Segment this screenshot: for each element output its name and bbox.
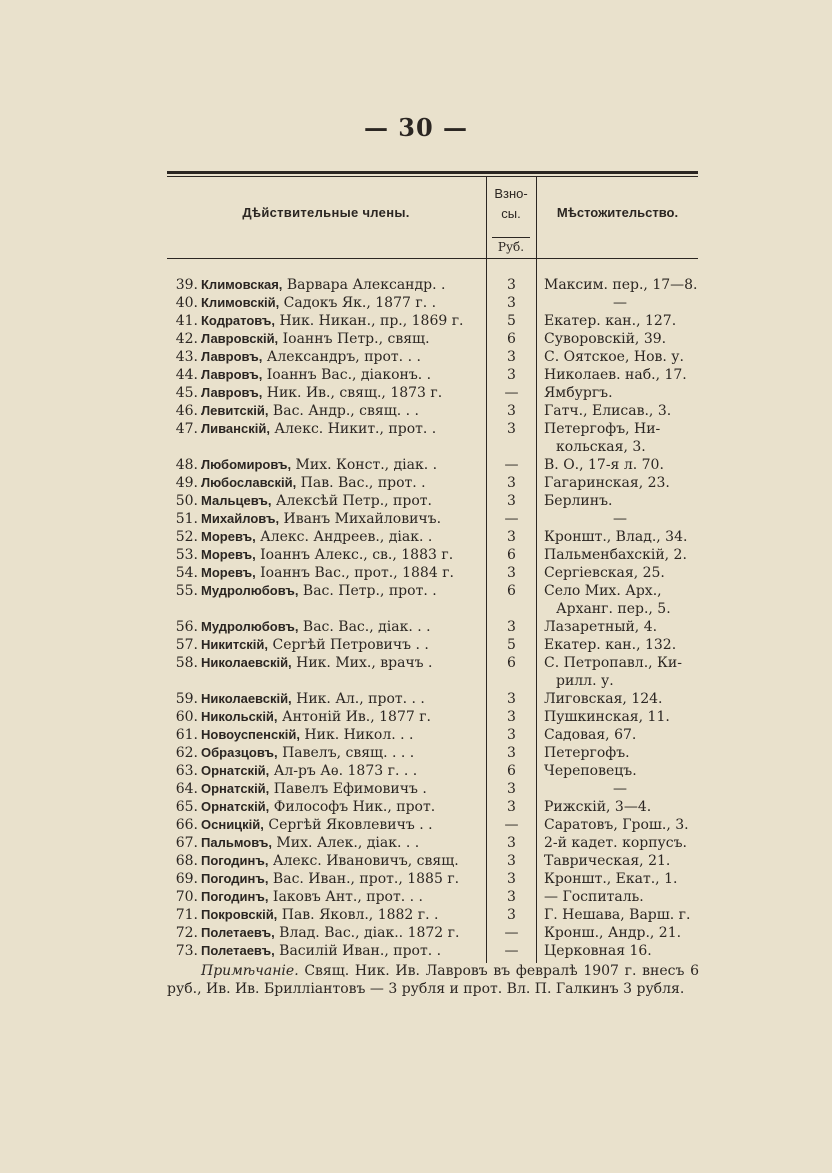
- row-number: 59.: [175, 691, 198, 707]
- member-name: [201, 528, 487, 546]
- member-residence: Садовая, 67.: [544, 727, 637, 743]
- member-surname: Орнатскій,: [201, 781, 270, 796]
- member-dues: 3: [507, 889, 516, 905]
- member-dues: 3: [507, 295, 516, 311]
- member-surname: Покровскій,: [201, 907, 278, 922]
- member-name: [201, 780, 487, 798]
- member-dues: 3: [507, 349, 516, 365]
- row-number: 73.: [175, 943, 198, 959]
- member-dues: —: [504, 511, 519, 527]
- member-name: [201, 672, 487, 690]
- member-dues: [487, 672, 536, 690]
- member-name: [201, 852, 487, 870]
- member-surname: Левитскій,: [201, 403, 269, 418]
- table-row: [160, 834, 705, 852]
- member-given-names: Іоаннъ Алекс., св., 1883 г.: [255, 547, 454, 563]
- member-dues: 5: [507, 637, 516, 653]
- member-dues: 3: [507, 367, 516, 383]
- member-given-names: Вас. Андр., свящ. . .: [268, 403, 419, 419]
- table-row: [160, 690, 705, 708]
- column-header-dues: [487, 184, 535, 224]
- member-given-names: Варвара Александр. .: [282, 277, 446, 293]
- row-number: 53.: [175, 547, 198, 563]
- member-dues: 3: [507, 691, 516, 707]
- row-number: 52.: [175, 529, 198, 545]
- member-dues: 3: [507, 403, 516, 419]
- member-dues: 3: [507, 871, 516, 887]
- table-row: [160, 708, 705, 726]
- row-number: 39.: [175, 277, 198, 293]
- member-surname: Новоуспенскій,: [201, 727, 300, 742]
- member-name: [201, 924, 487, 942]
- table-row: [160, 294, 705, 312]
- member-surname: Лавровъ,: [201, 385, 263, 400]
- table-row: [160, 348, 705, 366]
- member-residence: Кроншт., Влад., 34.: [544, 529, 688, 545]
- member-surname: Любомировъ,: [201, 457, 292, 472]
- member-surname: Лавровъ,: [201, 367, 263, 382]
- row-number: 58.: [175, 655, 198, 671]
- member-surname: Полетаевъ,: [201, 925, 275, 940]
- column-header-dues-unit: Руб.: [492, 237, 530, 254]
- table-row: [160, 402, 705, 420]
- member-name: [201, 510, 487, 528]
- member-dues: —: [504, 925, 519, 941]
- row-number: 64.: [175, 781, 198, 797]
- member-given-names: Садокъ Як., 1877 г. .: [279, 295, 437, 311]
- member-name: [201, 420, 487, 438]
- member-dues: 6: [507, 547, 516, 563]
- page-number: — 30 —: [363, 113, 469, 142]
- member-residence: Гатч., Елисав., 3.: [544, 403, 672, 419]
- member-given-names: Вас. Вас., діак. . .: [298, 619, 431, 635]
- table-row: [160, 672, 705, 690]
- member-residence: В. О., 17-я л. 70.: [544, 457, 664, 473]
- member-name: [201, 834, 487, 852]
- member-surname: Орнатскій,: [201, 763, 270, 778]
- member-surname: Лавровскій,: [201, 331, 279, 346]
- row-number: 60.: [175, 709, 198, 725]
- member-dues: —: [504, 457, 519, 473]
- row-number: 48.: [175, 457, 198, 473]
- member-dues: 3: [507, 709, 516, 725]
- member-surname: Кодратовъ,: [201, 313, 276, 328]
- row-number: [160, 600, 201, 618]
- member-dues: 6: [507, 583, 516, 599]
- member-given-names: Павелъ Ефимовичъ .: [269, 781, 427, 797]
- table-row: [160, 474, 705, 492]
- member-residence: —: [613, 295, 627, 311]
- row-number: 51.: [175, 511, 198, 527]
- member-surname: Мальцевъ,: [201, 493, 272, 508]
- member-residence: Лазаретный, 4.: [544, 619, 658, 635]
- row-number: 54.: [175, 565, 198, 581]
- member-residence: Саратовъ, Грош., 3.: [544, 817, 689, 833]
- row-number: 67.: [175, 835, 198, 851]
- table-top-rule-thin: [167, 176, 698, 177]
- table-row: [160, 654, 705, 672]
- member-given-names: Пав. Вас., прот. .: [296, 475, 426, 491]
- row-number: 50.: [175, 493, 198, 509]
- row-number: 72.: [175, 925, 198, 941]
- member-surname: Никитскій,: [201, 637, 269, 652]
- footnote: [167, 962, 699, 998]
- row-number: 61.: [175, 727, 198, 743]
- member-surname: Климовскій,: [201, 295, 280, 310]
- member-given-names: Пав. Яковл., 1882 г. .: [277, 907, 439, 923]
- member-dues: 3: [507, 835, 516, 851]
- member-dues: 6: [507, 655, 516, 671]
- member-surname: Климовская,: [201, 277, 283, 292]
- member-dues: [487, 438, 536, 456]
- row-number: 62.: [175, 745, 198, 761]
- member-given-names: Иванъ Михайловичъ.: [279, 511, 442, 527]
- member-dues: 3: [507, 565, 516, 581]
- row-number: 41.: [175, 313, 198, 329]
- member-surname: Никольскій,: [201, 709, 278, 724]
- member-given-names: Ник. Ив., свящ., 1873 г.: [262, 385, 443, 401]
- member-name: [201, 654, 487, 672]
- member-given-names: Алекс. Ивановичъ, свящ.: [268, 853, 459, 869]
- member-residence: Кронш., Андр., 21.: [544, 925, 682, 941]
- row-number: 69.: [175, 871, 198, 887]
- member-name: [201, 942, 487, 960]
- member-given-names: Мих. Конст., діак. .: [291, 457, 438, 473]
- member-name: [201, 546, 487, 564]
- member-given-names: Философъ Ник., прот.: [269, 799, 436, 815]
- member-dues: —: [504, 943, 519, 959]
- member-given-names: Александръ, прот. . .: [262, 349, 421, 365]
- member-dues: 3: [507, 277, 516, 293]
- members-table: [160, 276, 705, 960]
- table-row: [160, 564, 705, 582]
- member-name: [201, 600, 487, 618]
- table-row: [160, 780, 705, 798]
- member-name: [201, 276, 487, 294]
- member-residence: С. Оятское, Нов. у.: [544, 349, 684, 365]
- member-surname: Погодинъ,: [201, 889, 269, 904]
- row-number: 43.: [175, 349, 198, 365]
- member-surname: Любославскій,: [201, 475, 297, 490]
- member-name: [201, 402, 487, 420]
- member-given-names: Алекс. Андреев., діак. .: [255, 529, 433, 545]
- row-number: 46.: [175, 403, 198, 419]
- member-surname: Погодинъ,: [201, 853, 269, 868]
- member-given-names: Павелъ, свящ. . . .: [277, 745, 415, 761]
- member-residence: —: [613, 781, 627, 797]
- member-surname: Полетаевъ,: [201, 943, 275, 958]
- member-name: [201, 366, 487, 384]
- member-dues: 3: [507, 907, 516, 923]
- row-number: 40.: [175, 295, 198, 311]
- member-name: [201, 474, 487, 492]
- member-surname: Лавровъ,: [201, 349, 263, 364]
- member-residence: Лиговская, 124.: [544, 691, 663, 707]
- table-row: [160, 726, 705, 744]
- member-name: [201, 636, 487, 654]
- member-name: [201, 726, 487, 744]
- member-given-names: Вас. Иван., прот., 1885 г.: [268, 871, 460, 887]
- member-given-names: Ник. Никол. . .: [299, 727, 414, 743]
- row-number: 70.: [175, 889, 198, 905]
- member-residence: Кроншт., Екат., 1.: [544, 871, 678, 887]
- member-residence: —: [613, 511, 627, 527]
- member-name: [201, 456, 487, 474]
- member-residence: Николаев. наб., 17.: [544, 367, 687, 383]
- member-given-names: Іоаннъ Петр., свящ.: [278, 331, 430, 347]
- member-surname: Ливанскій,: [201, 421, 270, 436]
- member-residence: Берлинъ.: [544, 493, 613, 509]
- member-given-names: Іоаннъ Вас., прот., 1884 г.: [255, 565, 454, 581]
- table-row: [160, 870, 705, 888]
- member-surname: Моревъ,: [201, 547, 256, 562]
- member-dues: 6: [507, 763, 516, 779]
- member-residence: Таврическая, 21.: [544, 853, 671, 869]
- table-row: [160, 510, 705, 528]
- table-row: [160, 906, 705, 924]
- table-row: [160, 816, 705, 834]
- member-name: [201, 888, 487, 906]
- member-given-names: Ал-ръ Аѳ. 1873 г. . .: [269, 763, 418, 779]
- member-surname: Николаевскій,: [201, 691, 292, 706]
- member-name: [201, 294, 487, 312]
- row-number: 55.: [175, 583, 198, 599]
- table-row: [160, 942, 705, 960]
- row-number: 68.: [175, 853, 198, 869]
- table-row: [160, 600, 705, 618]
- table-row: [160, 330, 705, 348]
- member-name: [201, 564, 487, 582]
- member-residence: Петергофъ.: [544, 745, 630, 761]
- table-row: [160, 636, 705, 654]
- member-residence: Петергофъ, Ни-: [544, 421, 661, 437]
- member-dues: 5: [507, 313, 516, 329]
- member-residence: Максим. пер., 17—8.: [544, 277, 698, 293]
- table-row: [160, 798, 705, 816]
- row-number: 44.: [175, 367, 198, 383]
- member-dues: 3: [507, 799, 516, 815]
- table-row: [160, 888, 705, 906]
- member-surname: Орнатскій,: [201, 799, 270, 814]
- table-row: [160, 852, 705, 870]
- row-number: 65.: [175, 799, 198, 815]
- table-row: [160, 744, 705, 762]
- table-header-rule: [167, 258, 698, 259]
- table-row: [160, 384, 705, 402]
- row-number: 71.: [175, 907, 198, 923]
- member-residence: Гагаринская, 23.: [544, 475, 670, 491]
- member-dues: 3: [507, 421, 516, 437]
- member-dues: 3: [507, 853, 516, 869]
- member-surname: Мудролюбовъ,: [201, 583, 299, 598]
- member-surname: Пальмовъ,: [201, 835, 272, 850]
- member-surname: Осницкій,: [201, 817, 264, 832]
- table-row: [160, 618, 705, 636]
- table-top-rule: [167, 171, 698, 174]
- member-residence: рилл. у.: [556, 673, 614, 689]
- row-number: 49.: [175, 475, 198, 491]
- row-number: 42.: [175, 331, 198, 347]
- row-number: 63.: [175, 763, 198, 779]
- member-residence: Церковная 16.: [544, 943, 652, 959]
- footnote-text: Свящ. Ник. Ив. Лавровъ въ февралѣ 1907 г. внесъ 6 руб., Ив. Ив. Брилліантовъ — 3 рубля и прот. Вл. П. Галкинъ 3 рубля.: [167, 963, 699, 997]
- table-row: [160, 582, 705, 600]
- member-residence: Арханг. пер., 5.: [556, 601, 671, 617]
- table-row: [160, 438, 705, 456]
- member-residence: Село Мих. Арх.,: [544, 583, 662, 599]
- table-row: [160, 312, 705, 330]
- member-name: [201, 384, 487, 402]
- member-name: [201, 348, 487, 366]
- table-row: [160, 492, 705, 510]
- member-residence: Суворовскій, 39.: [544, 331, 667, 347]
- row-number: 57.: [175, 637, 198, 653]
- member-given-names: Сергѣй Петровичъ . .: [268, 637, 429, 653]
- member-name: [201, 816, 487, 834]
- member-given-names: Мих. Алек., діак. . .: [271, 835, 420, 851]
- member-given-names: Алексѣй Петр., прот.: [271, 493, 432, 509]
- member-given-names: Вас. Петр., прот. .: [298, 583, 437, 599]
- table-row: [160, 528, 705, 546]
- member-given-names: Антоній Ив., 1877 г.: [277, 709, 431, 725]
- member-dues: [487, 600, 536, 618]
- row-number: 66.: [175, 817, 198, 833]
- member-given-names: Сергѣй Яковлевичъ . .: [263, 817, 433, 833]
- table-row: [160, 366, 705, 384]
- row-number: [160, 438, 201, 456]
- member-residence: Пушкинская, 11.: [544, 709, 670, 725]
- member-given-names: Василій Иван., прот. .: [274, 943, 442, 959]
- member-given-names: Ник. Мих., врачъ .: [291, 655, 433, 671]
- member-name: [201, 762, 487, 780]
- member-given-names: Іоаннъ Вас., діаконъ. .: [262, 367, 432, 383]
- member-residence: Г. Нешава, Варш. г.: [544, 907, 691, 923]
- member-name: [201, 906, 487, 924]
- member-residence: 2-й кадет. корпусъ.: [544, 835, 687, 851]
- member-residence: — Госпиталь.: [544, 889, 644, 905]
- table-row: [160, 546, 705, 564]
- member-name: [201, 582, 487, 600]
- table-row: [160, 924, 705, 942]
- table-row: [160, 276, 705, 294]
- member-given-names: Алекс. Никит., прот. .: [269, 421, 437, 437]
- member-surname: Мудролюбовъ,: [201, 619, 299, 634]
- member-residence: Пальменбахскій, 2.: [544, 547, 687, 563]
- member-dues: 3: [507, 727, 516, 743]
- member-residence: Екатер. кан., 132.: [544, 637, 677, 653]
- member-surname: Николаевскій,: [201, 655, 292, 670]
- member-name: [201, 744, 487, 762]
- member-name: [201, 618, 487, 636]
- member-dues: 3: [507, 493, 516, 509]
- column-header-dues-label: Взно-сы.: [494, 186, 528, 221]
- row-number: [160, 672, 201, 690]
- member-residence: Череповецъ.: [544, 763, 637, 779]
- member-dues: 6: [507, 331, 516, 347]
- column-header-members: Дѣйствительные члены.: [242, 205, 410, 220]
- member-dues: —: [504, 385, 519, 401]
- member-name: [201, 870, 487, 888]
- member-residence: Рижскій, 3—4.: [544, 799, 652, 815]
- member-residence: С. Петропавл., Ки-: [544, 655, 682, 671]
- member-name: [201, 312, 487, 330]
- member-dues: 3: [507, 745, 516, 761]
- member-given-names: Ник. Ал., прот. . .: [291, 691, 425, 707]
- member-surname: Моревъ,: [201, 565, 256, 580]
- member-surname: Погодинъ,: [201, 871, 269, 886]
- member-name: [201, 492, 487, 510]
- member-dues: 3: [507, 781, 516, 797]
- member-residence: кольская, 3.: [556, 439, 646, 455]
- member-dues: —: [504, 817, 519, 833]
- table-row: [160, 762, 705, 780]
- member-dues: 3: [507, 475, 516, 491]
- member-surname: Образцовъ,: [201, 745, 278, 760]
- footnote-label: Примѣчаніе.: [201, 963, 299, 979]
- member-name: [201, 798, 487, 816]
- member-residence: Екатер. кан., 127.: [544, 313, 677, 329]
- member-surname: Моревъ,: [201, 529, 256, 544]
- row-number: 47.: [175, 421, 198, 437]
- member-name: [201, 438, 487, 456]
- member-name: [201, 708, 487, 726]
- member-given-names: Іаковъ Ант., прот. . .: [268, 889, 423, 905]
- member-dues: 3: [507, 619, 516, 635]
- row-number: 45.: [175, 385, 198, 401]
- member-name: [201, 330, 487, 348]
- member-residence: Сергіевская, 25.: [544, 565, 665, 581]
- table-row: [160, 456, 705, 474]
- column-header-residence: Мѣстожительство.: [556, 205, 679, 220]
- member-name: [201, 690, 487, 708]
- member-dues: 3: [507, 529, 516, 545]
- member-given-names: Влад. Вас., діак.. 1872 г.: [274, 925, 460, 941]
- member-surname: Михайловъ,: [201, 511, 280, 526]
- member-given-names: Ник. Никан., пр., 1869 г.: [275, 313, 464, 329]
- member-residence: Ямбургъ.: [544, 385, 613, 401]
- row-number: 56.: [175, 619, 198, 635]
- table-row: [160, 420, 705, 438]
